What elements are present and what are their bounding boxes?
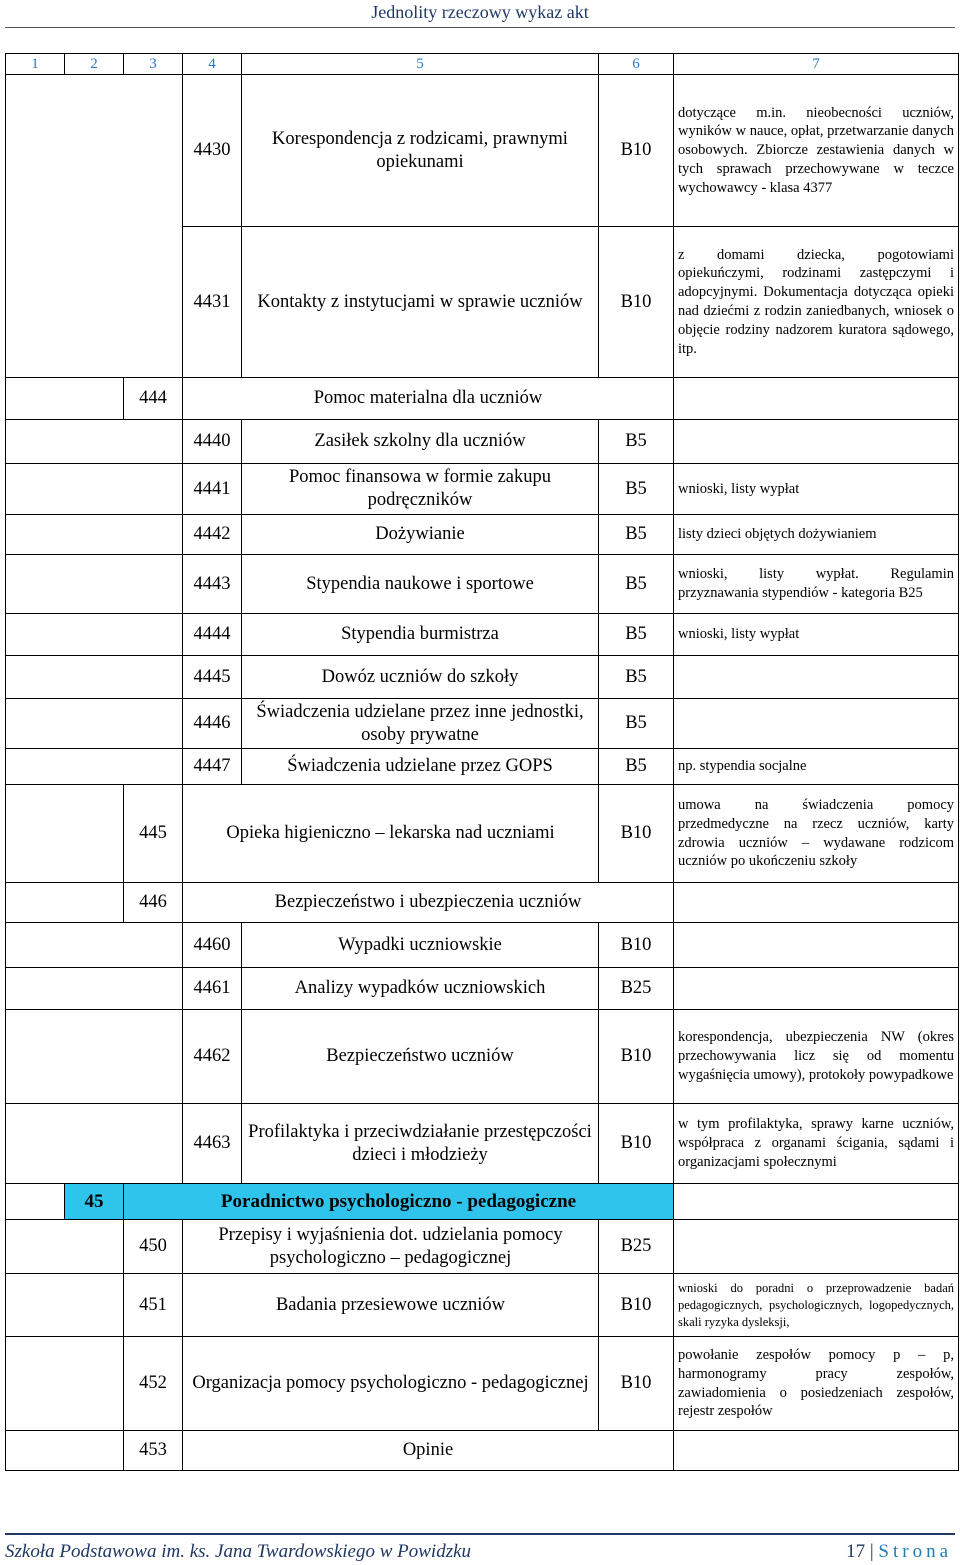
table-row — [6, 1274, 959, 1337]
category-code: B5 — [599, 699, 674, 749]
table-row — [6, 464, 959, 515]
category-code: B5 — [599, 420, 674, 464]
class-title: Poradnictwo psychologiczno - pedagogiczne — [124, 1184, 674, 1220]
class-title: Pomoc materialna dla uczniów — [183, 378, 674, 420]
class-symbol: 4430 — [183, 75, 242, 227]
table-row — [6, 555, 959, 614]
class-note: listy dzieci objętych dożywianiem — [674, 515, 959, 555]
class-note: umowa na świadczenia pomocy przedmedyczne na rzecz uczniów, karty zdrowia uczniów – wydawane rodzicom uczniów po ukończeniu szkoły — [674, 785, 959, 883]
class-title: Profilaktyka i przeciwdziałanie przestępczości dzieci i młodzieży — [242, 1104, 599, 1184]
column-header: 2 — [65, 54, 124, 75]
class-symbol: 446 — [124, 883, 183, 923]
column-number-row — [6, 54, 959, 75]
class-title: Dowóz uczniów do szkoły — [242, 656, 599, 699]
class-title: Badania przesiewowe uczniów — [183, 1274, 599, 1337]
class-symbol: 450 — [124, 1220, 183, 1274]
category-code: B10 — [599, 75, 674, 227]
class-title: Dożywianie — [242, 515, 599, 555]
class-symbol: 444 — [124, 378, 183, 420]
class-symbol: 4461 — [183, 968, 242, 1010]
category-code: B5 — [599, 614, 674, 656]
class-title: Korespondencja z rodzicami, prawnymi opiekunami — [242, 75, 599, 227]
class-title: Opinie — [183, 1431, 674, 1471]
class-note: wnioski, listy wypłat — [674, 464, 959, 515]
class-title: Pomoc finansowa w formie zakupu podręczników — [242, 464, 599, 515]
class-symbol: 451 — [124, 1274, 183, 1337]
class-symbol: 445 — [124, 785, 183, 883]
class-symbol: 4431 — [183, 227, 242, 378]
column-header: 7 — [674, 54, 959, 75]
class-symbol: 4443 — [183, 555, 242, 614]
class-title: Zasiłek szkolny dla uczniów — [242, 420, 599, 464]
table-row — [6, 923, 959, 968]
category-code: B10 — [599, 1104, 674, 1184]
class-note: np. stypendia socjalne — [674, 749, 959, 785]
class-title: Opieka higieniczno – lekarska nad uczniami — [183, 785, 599, 883]
category-code: B10 — [599, 1337, 674, 1431]
page-label: Strona — [878, 1541, 952, 1562]
class-symbol: 4463 — [183, 1104, 242, 1184]
table-row — [6, 614, 959, 656]
class-symbol: 4444 — [183, 614, 242, 656]
school-name: Szkoła Podstawowa im. ks. Jana Twardowskiego w Powidzku — [5, 1541, 472, 1562]
header-rule — [5, 27, 955, 28]
class-title: Przepisy i wyjaśnienia dot. udzielania pomocy psychologiczno – pedagogicznej — [183, 1220, 599, 1274]
table-row — [6, 1104, 959, 1184]
table-row — [6, 1220, 959, 1274]
category-code: B25 — [599, 968, 674, 1010]
column-header: 1 — [6, 54, 65, 75]
records-table — [5, 53, 959, 1471]
class-note: w tym profilaktyka, sprawy karne uczniów, współpraca z organami ścigania, sądami i organizacjami społecznymi — [674, 1104, 959, 1184]
class-title: Świadczenia udzielane przez GOPS — [242, 749, 599, 785]
table-row — [6, 785, 959, 883]
category-code: B10 — [599, 1274, 674, 1337]
class-title: Kontakty z instytucjami w sprawie uczniów — [242, 227, 599, 378]
class-title: Bezpieczeństwo uczniów — [242, 1010, 599, 1104]
class-symbol: 45 — [65, 1184, 124, 1220]
table-row — [6, 656, 959, 699]
table-row — [6, 749, 959, 785]
category-code: B5 — [599, 464, 674, 515]
class-symbol: 4446 — [183, 699, 242, 749]
class-symbol: 4460 — [183, 923, 242, 968]
category-code: B5 — [599, 749, 674, 785]
class-symbol: 4441 — [183, 464, 242, 515]
class-title: Organizacja pomocy psychologiczno - pedagogicznej — [183, 1337, 599, 1431]
table-row — [6, 1431, 959, 1471]
column-header: 3 — [124, 54, 183, 75]
class-note: wnioski do poradni o przeprowadzenie badań pedagogicznych, psychologicznych, logopedycznych, skali ryzyka dysleksji, — [674, 1274, 959, 1337]
class-symbol: 453 — [124, 1431, 183, 1471]
column-header: 5 — [242, 54, 599, 75]
class-symbol: 4462 — [183, 1010, 242, 1104]
class-symbol: 4442 — [183, 515, 242, 555]
table-row — [6, 968, 959, 1010]
column-header: 6 — [599, 54, 674, 75]
page-number: 17 — [846, 1541, 866, 1562]
page-indicator — [846, 1541, 952, 1563]
class-title: Analizy wypadków uczniowskich — [242, 968, 599, 1010]
class-title: Bezpieczeństwo i ubezpieczenia uczniów — [183, 883, 674, 923]
category-code: B10 — [599, 1010, 674, 1104]
class-note: powołanie zespołów pomocy p – p, harmonogramy pracy zespołów, zawiadomienia o posiedzeniach zespołów, rejestr zespołów — [674, 1337, 959, 1431]
column-header: 4 — [183, 54, 242, 75]
class-title: Wypadki uczniowskie — [242, 923, 599, 968]
table-row — [6, 1184, 959, 1220]
class-note: dotyczące m.in. nieobecności uczniów, wyników w nauce, opłat, przetwarzanie danych osobowych. Zbiorcze zestawienia danych w tych sprawach przechowywane w teczce wychowawcy - klasa 4377 — [674, 75, 959, 227]
class-symbol: 4440 — [183, 420, 242, 464]
category-code: B5 — [599, 555, 674, 614]
class-title: Stypendia naukowe i sportowe — [242, 555, 599, 614]
category-code: B5 — [599, 656, 674, 699]
table-row — [6, 883, 959, 923]
class-note: korespondencja, ubezpieczenia NW (okres przechowywania licz się od momentu wygaśnięcia umowy), protokoły powypadkowe — [674, 1010, 959, 1104]
table-row — [6, 227, 959, 378]
category-code: B25 — [599, 1220, 674, 1274]
table-row — [6, 515, 959, 555]
table-row — [6, 420, 959, 464]
class-title: Świadczenia udzielane przez inne jednostki, osoby prywatne — [242, 699, 599, 749]
table-row — [6, 378, 959, 420]
class-note: wnioski, listy wypłat — [674, 614, 959, 656]
document-title: Jednolity rzeczowy wykaz akt — [371, 2, 589, 22]
page-footer — [5, 1533, 955, 1565]
category-code: B10 — [599, 785, 674, 883]
table-row — [6, 1010, 959, 1104]
class-title: Stypendia burmistrza — [242, 614, 599, 656]
table-row — [6, 75, 959, 227]
category-code: B10 — [599, 923, 674, 968]
class-note: z domami dziecka, pogotowiami opiekuńczymi, rodzinami zastępczymi i adopcyjnymi. Dokumentacja dotycząca opieki nad dziećmi z rodzin zaniedbanych, wniosek o objęcie rodziny nadzorem kuratora sądowego, itp. — [674, 227, 959, 378]
category-code: B5 — [599, 515, 674, 555]
class-note: wnioski, listy wypłat. Regulamin przyznawania stypendiów - kategoria B25 — [674, 555, 959, 614]
table-row — [6, 699, 959, 749]
class-symbol: 4447 — [183, 749, 242, 785]
category-code: B10 — [599, 227, 674, 378]
table-row — [6, 1337, 959, 1431]
page-header — [0, 0, 960, 27]
page-separator: | — [869, 1541, 874, 1562]
class-symbol: 4445 — [183, 656, 242, 699]
class-symbol: 452 — [124, 1337, 183, 1431]
